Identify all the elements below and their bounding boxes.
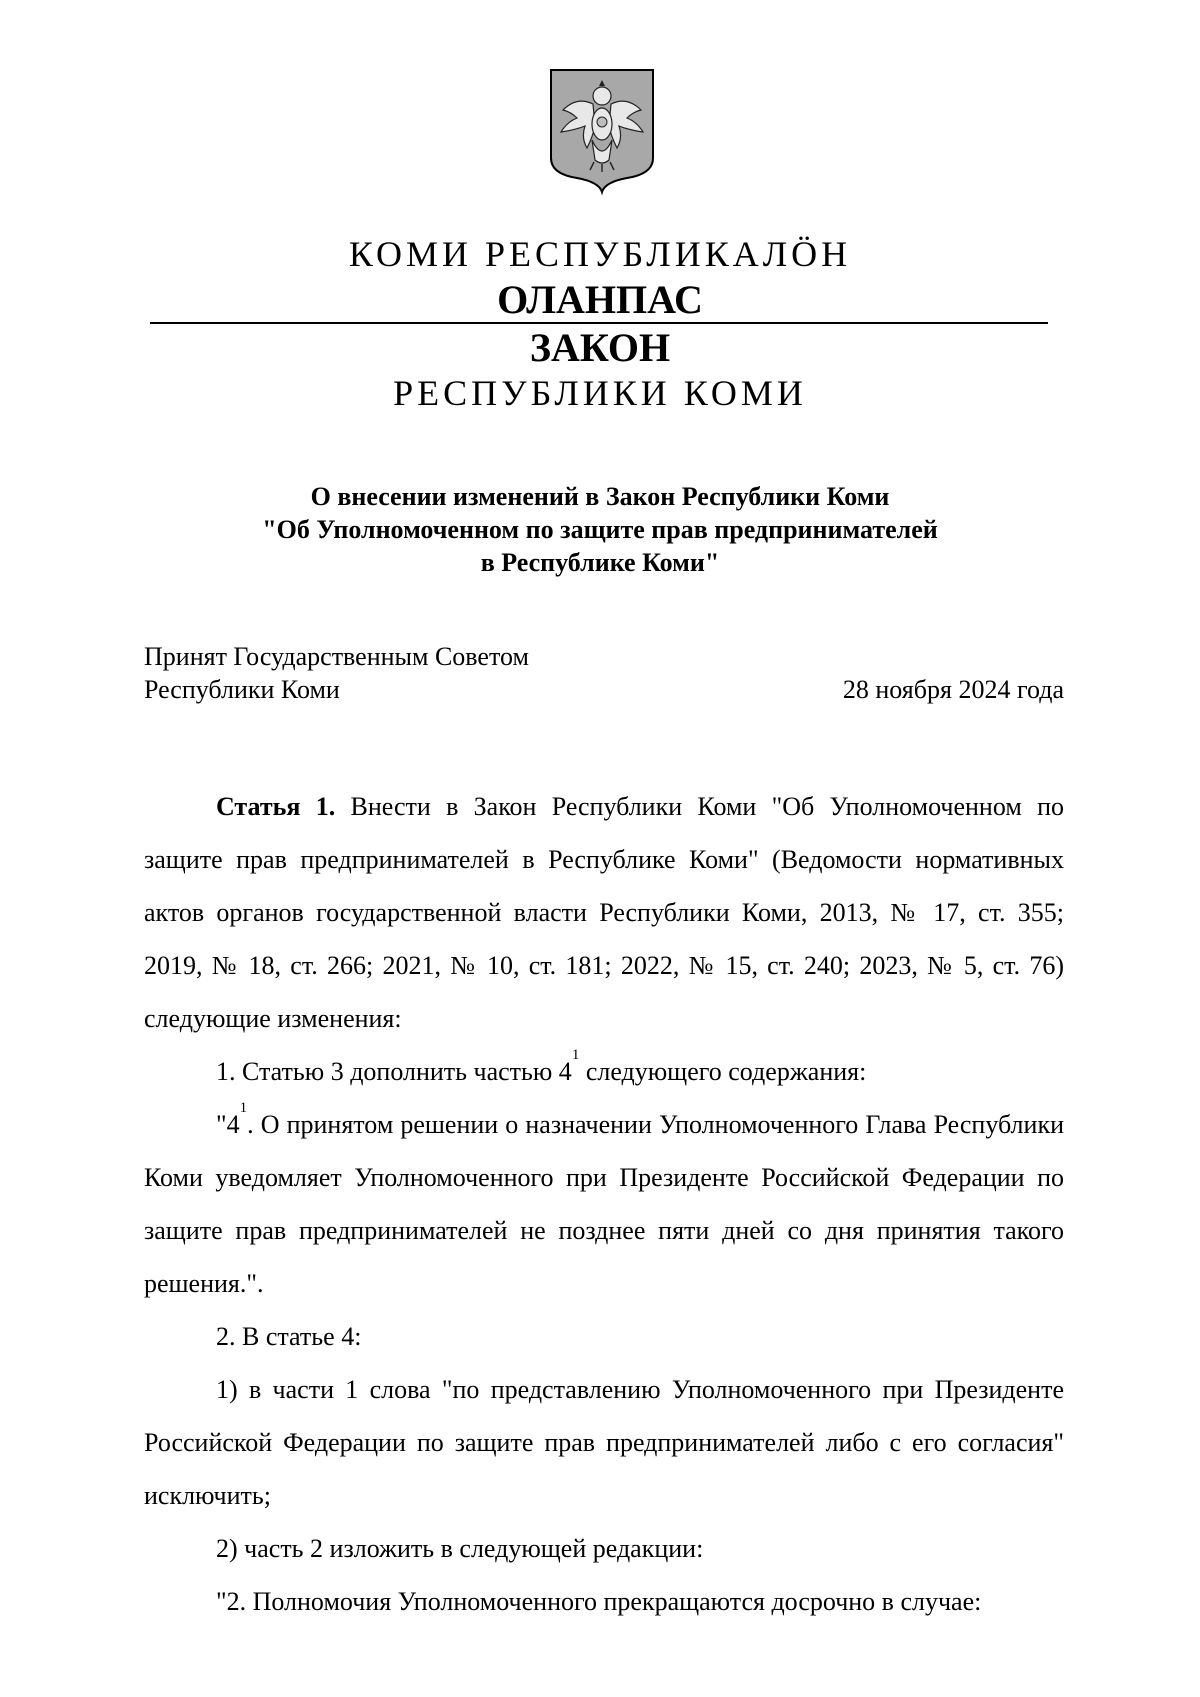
header-republic-komi: РЕСПУБЛИКИ КОМИ [393, 373, 807, 413]
adoption-block [144, 640, 1064, 706]
quote-number: "4 [216, 1110, 240, 1139]
komi-coat-of-arms-icon [547, 66, 657, 196]
item-1-superscript: 1 [571, 1047, 580, 1063]
item-2-1: 1) в части 1 слова "по представлению Уполномоченного при Президенте Российской Федерации по защите прав предпринимателей либо с его согласия" исключить; [144, 1375, 1064, 1510]
law-title-line: О внесении изменений в Закон Республики Коми [310, 482, 890, 511]
item-2: 2. В статье 4: [216, 1322, 362, 1351]
item-2-2: 2) часть 2 изложить в следующей редакции: [216, 1534, 704, 1563]
quote-superscript: 1 [239, 1100, 248, 1116]
adoption-body-line: Республики Коми [144, 675, 340, 704]
law-title [0, 480, 1200, 579]
quote-text: . О принятом решении о назначении Уполномоченного Глава Республики Коми уведомляет Уполномоченного при Президенте Российской Федерации по защите прав предпринимателей не позднее пяти дней со дня принятия такого решения.". [144, 1110, 1064, 1298]
item-2-2-quote: "2. Полномочия Уполномоченного прекращаются досрочно в случае: [216, 1587, 982, 1616]
header-komi-republic: КОМИ РЕСПУБЛИКАЛÖН [348, 234, 852, 274]
header-zakon: ЗАКОН [529, 325, 671, 370]
article-1-paragraph [144, 780, 1064, 1045]
article-1-text: Внести в Закон Республики Коми "Об Уполномоченном по защите прав предпринимателей в Республике Коми" (Ведомости нормативных актов органов государственной власти Республики Коми, 2013, № 17, ст. 355; 2019, № 18, ст. 266; 2021, № 10, ст. 181; 2022, № 15, ст. 240; 2023, № 5, ст. 76) следующие изменения: [144, 792, 1065, 1033]
item-1-text-end: следующего содержания: [579, 1057, 867, 1086]
item-1-text: 1. Статью 3 дополнить частью 4 [216, 1057, 572, 1086]
header-divider [150, 322, 1048, 324]
item-1-quote [144, 1098, 1064, 1310]
law-title-line: в Республике Коми" [480, 548, 720, 577]
header-olanpas: ОЛАНПАС [497, 277, 703, 322]
item-1 [144, 1045, 1064, 1098]
document-body [144, 780, 1064, 1628]
adoption-body-line: Принят Государственным Советом [144, 642, 529, 671]
adoption-date: 28 ноября 2024 года [842, 675, 1064, 704]
article-1-label: Статья 1. [216, 792, 336, 821]
law-title-line: "Об Уполномоченном по защите прав предпринимателей [262, 515, 938, 544]
